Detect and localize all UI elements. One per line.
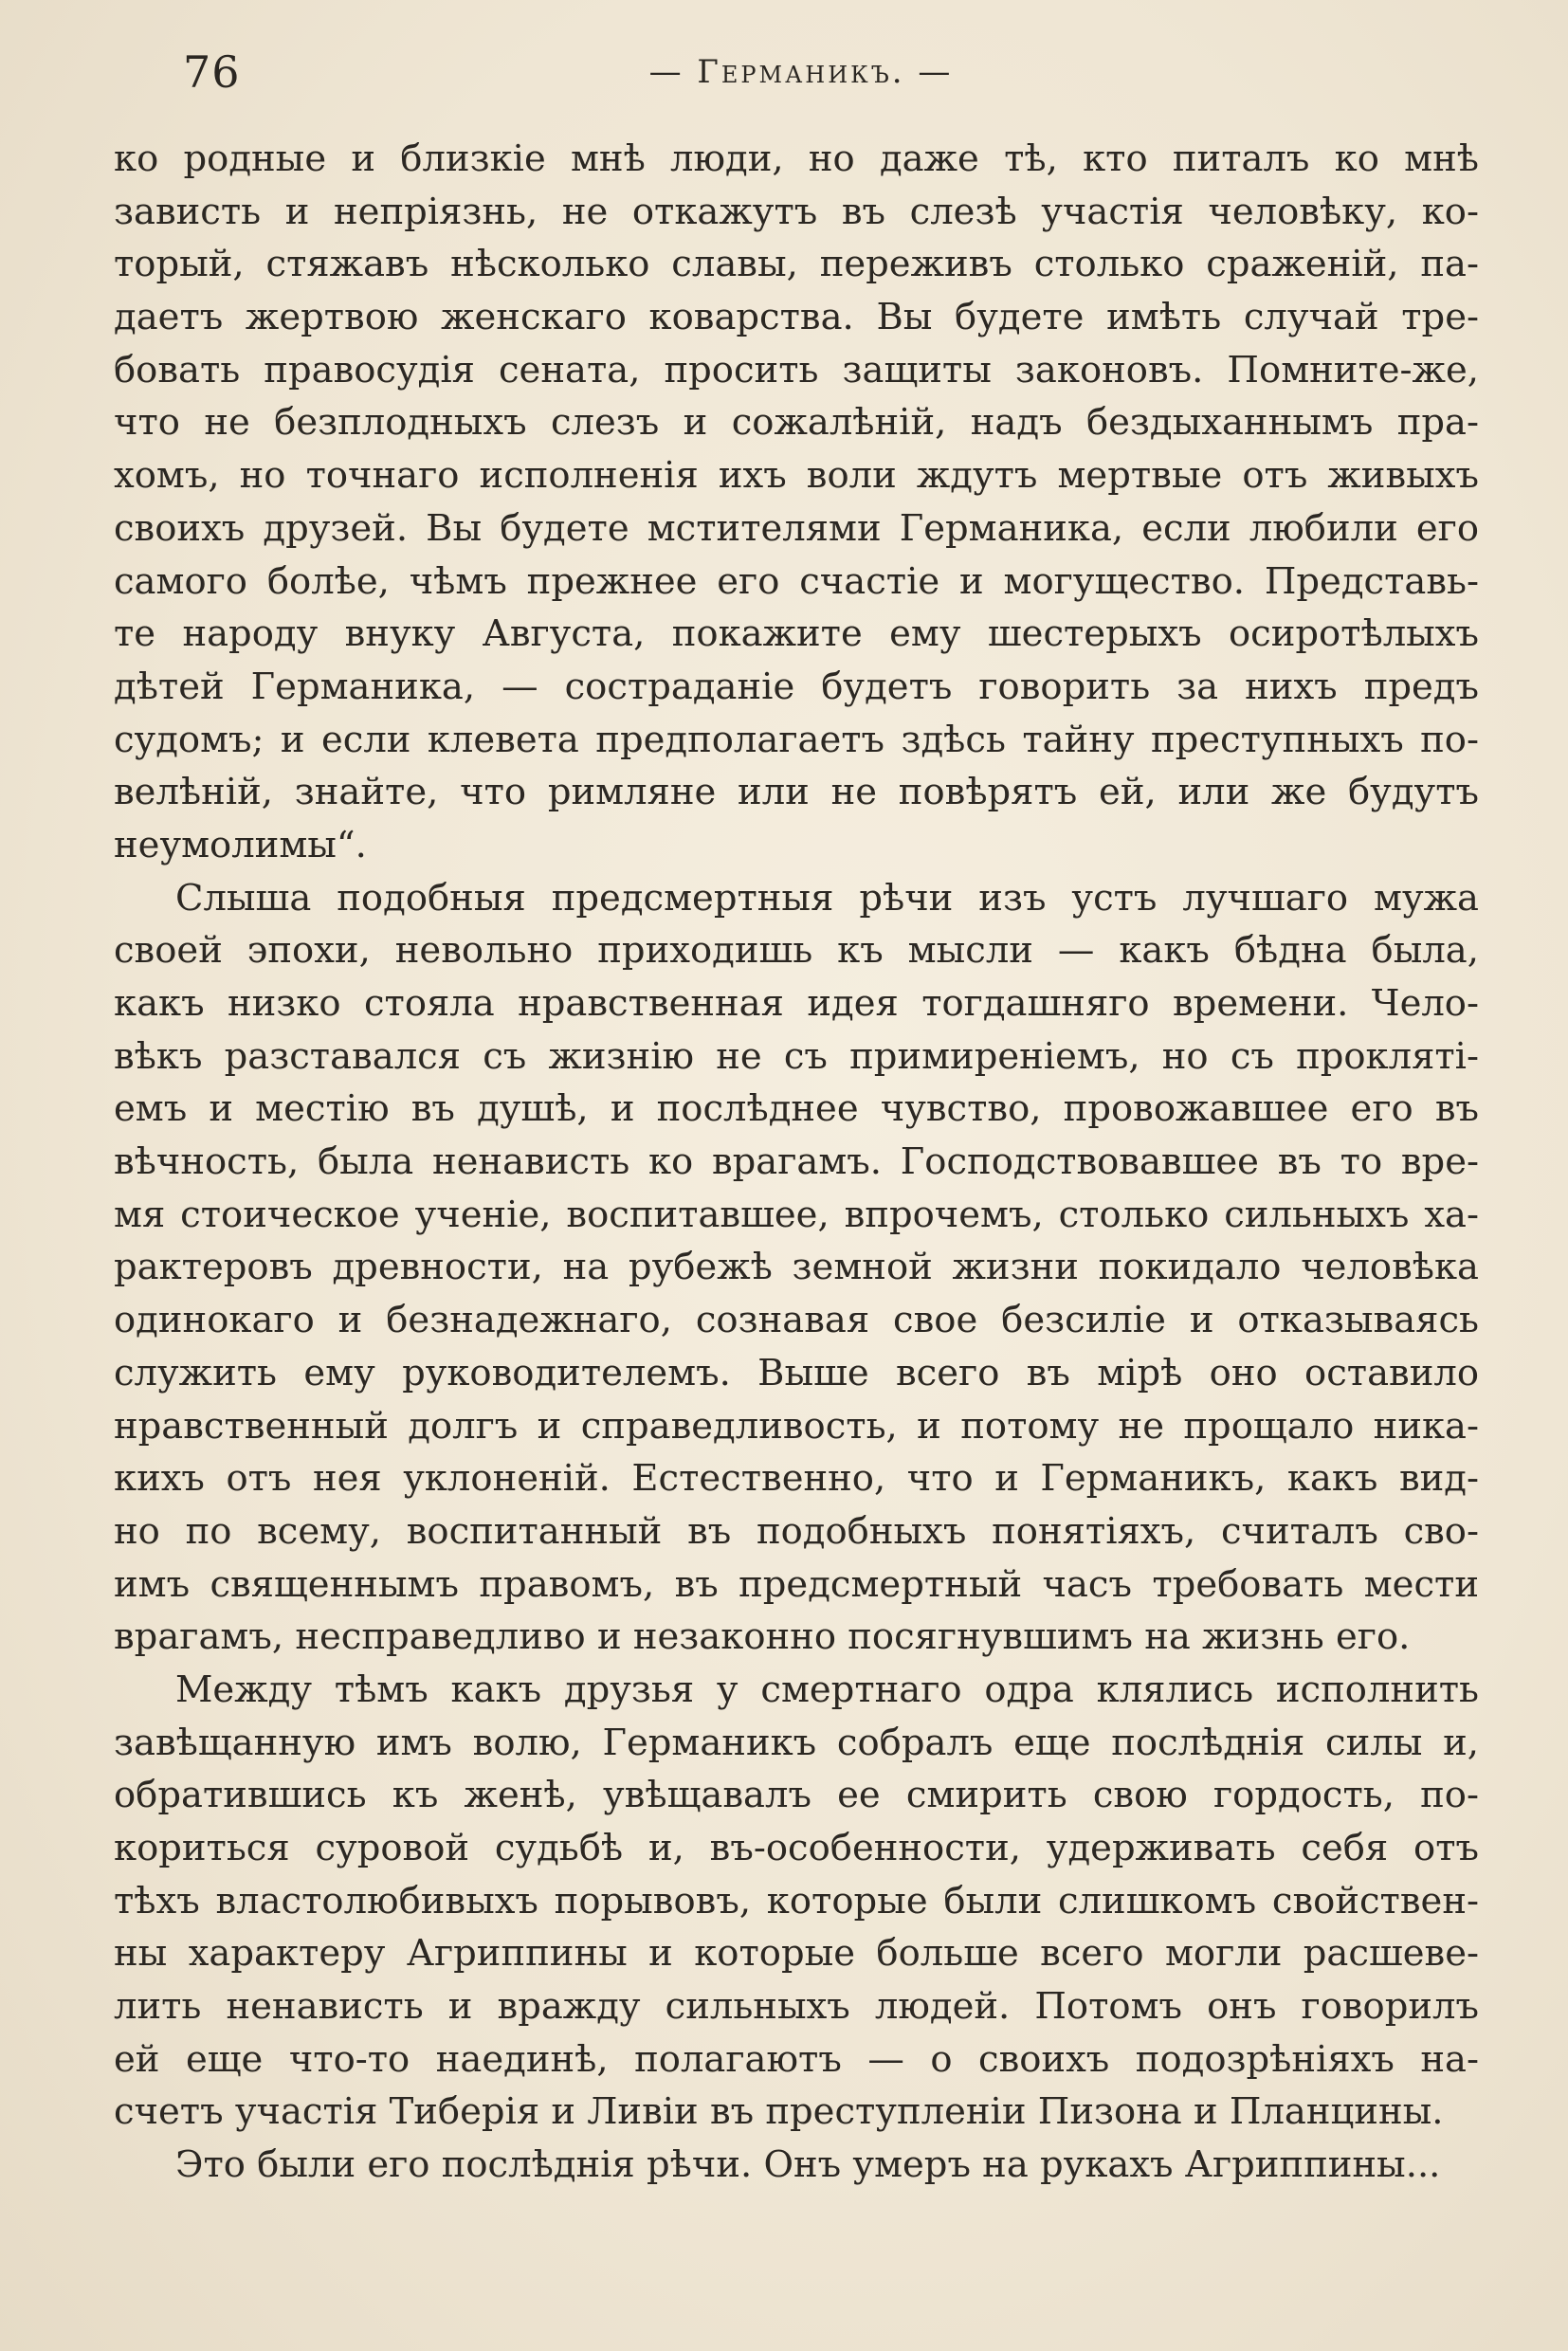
text-line-paragraph-start: Это были его послѣднія рѣчи. Онъ умеръ на рукахъ Агриппины... [175,2143,1441,2187]
text-line: судомъ; и если клевета предполагаетъ здѣсь тайну преступныхъ по- [114,718,1479,761]
text-line: рактеровъ древности, на рубежѣ земной жизни покидало человѣка [114,1246,1479,1289]
text-line: бовать правосудія сената, просить защиты законовъ. Помните-же, [114,348,1479,392]
text-line: велѣній, знайте, что римляне или не повѣрятъ ей, или же будутъ [114,771,1479,814]
text-line: хомъ, но точнаго исполненія ихъ воли ждутъ мертвые отъ живыхъ [114,454,1479,498]
text-line: своей эпохи, невольно приходишь къ мысли — какъ бѣдна была, [114,929,1479,973]
text-line-paragraph-start: Между тѣмъ какъ друзья у смертнаго одра клялись исполнить [175,1668,1479,1711]
page-number: 76 [183,46,241,98]
text-line: тѣхъ властолюбивыхъ порывовъ, которые были слишкомъ свойствен- [114,1879,1479,1923]
text-line: кихъ отъ нея уклоненій. Естественно, что и Германикъ, какъ вид- [114,1457,1479,1501]
text-line: те народу внуку Августа, покажите ему шестерыхъ осиротѣлыхъ [114,612,1479,656]
running-title: — Германикъ. — [648,53,954,91]
text-line: вѣкъ разставался съ жизнію не съ примиреніемъ, но съ прокляті- [114,1034,1479,1078]
text-line: но по всему, воспитанный въ подобныхъ понятіяхъ, считалъ сво- [114,1509,1479,1553]
text-line: ей еще что-то наединѣ, полагаютъ — о своихъ подозрѣніяхъ на- [114,2037,1479,2081]
text-line: служить ему руководителемъ. Выше всего въ мірѣ оно оставило [114,1351,1479,1394]
text-line: имъ священнымъ правомъ, въ предсмертный часъ требовать мести [114,1562,1479,1606]
text-line-paragraph-end: счетъ участія Тиберія и Ливіи въ преступленіи Пизона и Планцины. [114,2090,1444,2134]
text-line: вѣчность, была ненависть ко врагамъ. Господствовавшее въ то вре- [114,1140,1479,1184]
text-line: нравственный долгъ и справедливость, и потому не прощало ника- [114,1404,1479,1448]
text-line: что не безплодныхъ слезъ и сожалѣній, надъ бездыханнымъ пра- [114,401,1479,445]
body-text [114,133,1479,2218]
text-line: лить ненависть и вражду сильныхъ людей. Потомъ онъ говорилъ [114,1985,1479,2029]
text-line: емъ и местію въ душѣ, и послѣднее чувство, провожавшее его въ [114,1087,1479,1131]
text-line: ны характеру Агриппины и которые больше всего могли расшеве- [114,1932,1479,1976]
text-line: одинокаго и безнадежнаго, сознавая свое безсиліе и отказываясь [114,1299,1479,1342]
text-line: мя стоическое ученіе, воспитавшее, впрочемъ, столько сильныхъ ха- [114,1193,1479,1236]
text-line: обратившись къ женѣ, увѣщавалъ ее смирить свою гордость, по- [114,1774,1479,1817]
text-line: ко родные и близкіе мнѣ люди, но даже тѣ, кто питалъ ко мнѣ [114,137,1479,180]
text-line: самого болѣе, чѣмъ прежнее его счастіе и могущество. Представь- [114,559,1479,603]
text-line: какъ низко стояла нравственная идея тогдашняго времени. Чело- [114,982,1479,1025]
text-line: зависть и непріязнь, не откажутъ въ слезѣ участія человѣку, ко- [114,190,1479,233]
text-line: кориться суровой судьбѣ и, въ-особенности, удерживать себя отъ [114,1827,1479,1869]
text-line: даетъ жертвою женскаго коварства. Вы будете имѣть случай тре- [114,296,1479,339]
text-line: завѣщанную имъ волю, Германикъ собралъ еще послѣднія силы и, [114,1721,1479,1764]
page-header [119,34,1484,110]
text-line: своихъ друзей. Вы будете мстителями Германика, если любили его [114,506,1479,550]
text-line-paragraph-start: Слыша подобныя предсмертныя рѣчи изъ устъ лучшаго мужа [175,876,1479,920]
text-line-paragraph-end: неумолимы“. [114,823,367,866]
text-line-paragraph-end: врагамъ, несправедливо и незаконно посягнувшимъ на жизнь его. [114,1615,1411,1659]
text-line: дѣтей Германика, — состраданіе будетъ говорить за нихъ предъ [114,665,1479,708]
text-line: торый, стяжавъ нѣсколько славы, переживъ столько сраженій, па- [114,243,1479,286]
